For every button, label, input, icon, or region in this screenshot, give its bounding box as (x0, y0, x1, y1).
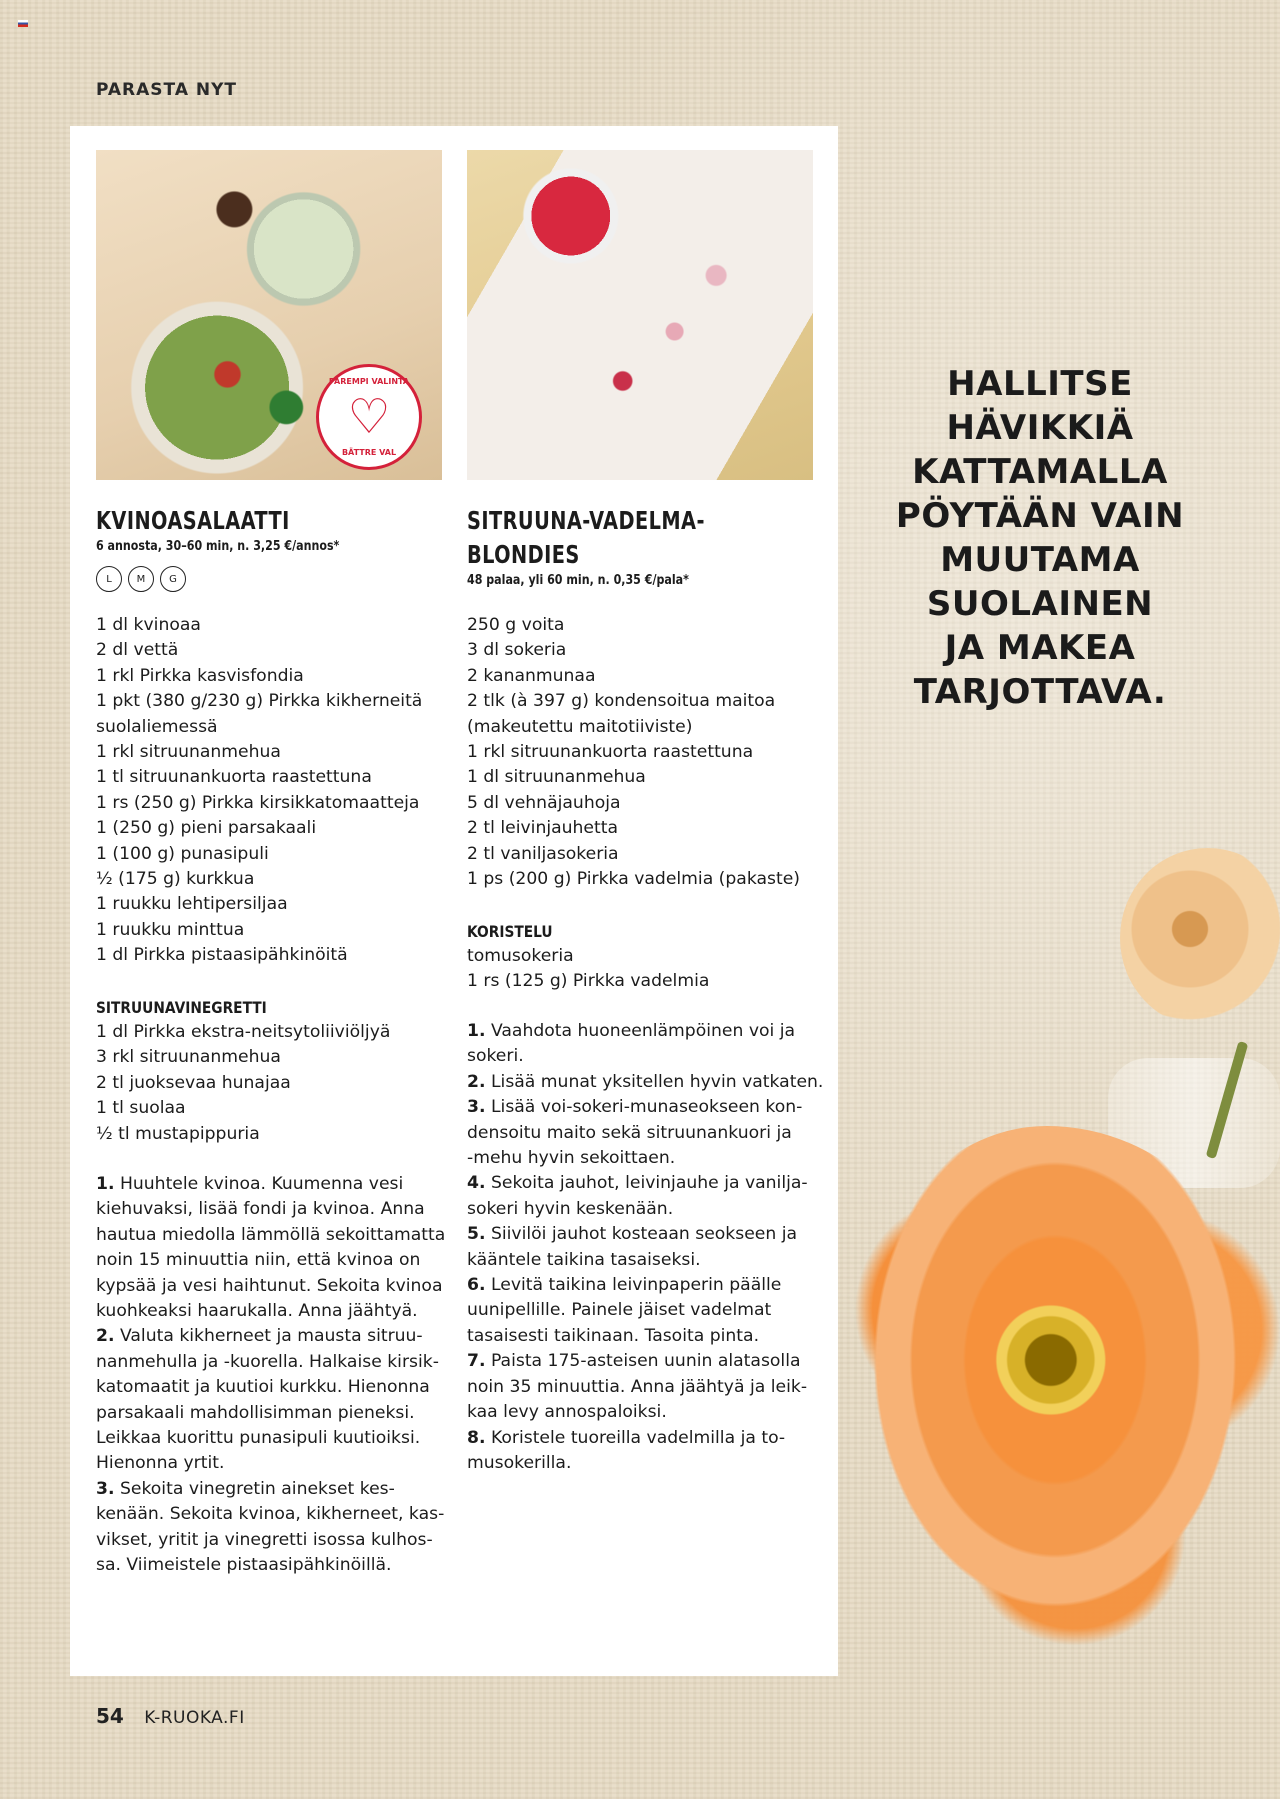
step-line: vikset, yritit ja vinegretti isossa kulhos- (96, 1529, 433, 1550)
headline-line: JA MAKEA (944, 628, 1136, 668)
step-line: kenään. Sekoita kvinoa, kikherneet, kas- (96, 1504, 445, 1525)
ingredient: 1 rkl sitruunankuorta raastettuna (467, 742, 754, 763)
ingredient: 1 ruukku minttua (96, 919, 245, 940)
recipe-title: KVINOASALAATTI (96, 506, 290, 535)
step-line: katomaatit ja kuutioi kurkku. Hienonna (96, 1377, 430, 1398)
ingredient: 1 dl sitruunanmehua (467, 767, 646, 788)
step-line: uunipellille. Painele jäiset vadelmat (467, 1300, 772, 1321)
gluten-free-icon: G (160, 566, 186, 592)
ingredient: ½ (175 g) kurkkua (96, 869, 255, 890)
step-line: noin 15 minuuttia niin, että kvinoa on (96, 1250, 421, 1271)
recipe-meta: 6 annosta, 30–60 min, n. 3,25 €/annos* (96, 538, 340, 554)
page-footer (96, 1704, 245, 1728)
ingredient: 2 tl juoksevaa hunajaa (96, 1072, 291, 1093)
blondies-photo (467, 150, 813, 480)
step-line: 1. Vaahdota huoneenlämpöinen voi ja (467, 1021, 796, 1041)
step-line: 2. Valuta kikherneet ja mausta sitruu- (96, 1326, 423, 1347)
ingredient: 250 g voita (467, 615, 565, 635)
step-line: 4. Sekoita jauhot, leivinjauhe ja vanilja- (467, 1173, 808, 1194)
ingredient: 2 tl leivinjauhetta (467, 818, 619, 839)
step-line: sokeri hyvin keskenään. (467, 1198, 674, 1219)
step-line: 2. Lisää munat yksitellen hyvin vatkaten. (467, 1071, 824, 1092)
instructions (96, 1172, 456, 1579)
headline-line: SUOLAINEN (926, 584, 1154, 624)
ingredient: 3 dl sokeria (467, 640, 567, 661)
step-line: 8. Koristele tuoreilla vadelmilla ja to- (467, 1427, 786, 1448)
decoration-list (467, 944, 827, 995)
recipe-title: BLONDIES (467, 540, 580, 569)
ingredient: 1 (100 g) punasipuli (96, 843, 269, 864)
subsection-title: KORISTELU (467, 922, 553, 941)
step-line: densoitu maito sekä sitruunankuori ja (467, 1122, 792, 1143)
page-number: 54 (96, 1704, 124, 1728)
ingredient: 2 tl vaniljasokeria (467, 843, 619, 864)
quinoa-salad-photo (96, 150, 442, 480)
ingredient-list (96, 613, 456, 969)
step-line: tasaisesti taikinaan. Tasoita pinta. (467, 1325, 760, 1346)
step-line: kiehuvaksi, lisää fondi ja kvinoa. Anna (96, 1199, 425, 1220)
step-line: Hienonna yrtit. (96, 1453, 225, 1474)
step-line: noin 35 minuuttia. Anna jäähtyä ja leik- (467, 1376, 808, 1397)
headline-line: HALLITSE (947, 364, 1133, 404)
heart-icon: ♡ (347, 389, 391, 445)
ingredient: 1 ruukku lehtipersiljaa (96, 894, 288, 915)
step-line: hautua miedolla lämmöllä sekoittamatta (96, 1224, 446, 1245)
headline (890, 362, 1190, 714)
step-line: sa. Viimeistele pistaasipähkinöillä. (96, 1555, 392, 1576)
ingredient: 1 dl kvinoaa (96, 615, 201, 635)
ingredient: (makeutettu maitotiiviste) (467, 716, 693, 737)
peach-ranunculus-image (1120, 848, 1280, 1028)
step-line: kaa levy annospaloiksi. (467, 1402, 667, 1423)
ingredient: 5 dl vehnäjauhoja (467, 792, 621, 813)
lactose-free-icon: L (96, 566, 122, 592)
diet-labels (96, 566, 186, 592)
ingredient: 2 dl vettä (96, 640, 179, 661)
ingredient: 1 tl suolaa (96, 1098, 186, 1119)
step-line: 3. Sekoita vinegretin ainekset kes- (96, 1478, 395, 1499)
headline-line: MUUTAMA (940, 540, 1140, 580)
ingredient: 1 rs (125 g) Pirkka vadelmia (467, 971, 710, 992)
recipe-card (70, 126, 838, 1676)
ingredient: 1 dl Pirkka pistaasipähkinöitä (96, 945, 348, 966)
ingredient: ½ tl mustapippuria (96, 1123, 260, 1144)
language-flag-icon[interactable] (18, 20, 28, 27)
ingredient-list (467, 613, 827, 892)
step-line: sokeri. (467, 1046, 524, 1067)
better-choice-badge-icon (316, 364, 422, 470)
step-line: Leikkaa kuorittu punasipuli kuutioiksi. (96, 1428, 421, 1449)
step-line: kuohkeaksi haarukalla. Anna jäähtyä. (96, 1301, 418, 1322)
step-line: 1. Huuhtele kvinoa. Kuumenna vesi (96, 1174, 404, 1194)
instructions (467, 1019, 827, 1476)
ingredient: 1 tl sitruunankuorta raastettuna (96, 767, 372, 788)
ingredient: 1 rkl sitruunanmehua (96, 742, 281, 763)
subsection-title: SITRUUNAVINEGRETTI (96, 998, 267, 1017)
ingredient: suolaliemessä (96, 716, 218, 737)
headline-line: HÄVIKKIÄ (946, 408, 1134, 448)
step-line: 6. Levitä taikina leivinpaperin päälle (467, 1275, 782, 1296)
section-label: PARASTA NYT (96, 80, 238, 100)
vinaigrette-list (96, 1020, 456, 1147)
recipe-meta: 48 palaa, yli 60 min, n. 0,35 €/pala* (467, 572, 689, 588)
step-line: kääntele taikina tasaiseksi. (467, 1249, 701, 1270)
recipe-title: SITRUUNA-VADELMA- (467, 506, 705, 535)
ingredient: 1 rkl Pirkka kasvisfondia (96, 665, 304, 686)
step-line: musokerilla. (467, 1452, 572, 1473)
ingredient: 1 (250 g) pieni parsakaali (96, 818, 317, 839)
ingredient: tomusokeria (467, 946, 574, 966)
step-line: nanmehulla ja -kuorella. Halkaise kirsik- (96, 1351, 439, 1372)
ingredient: 1 dl Pirkka ekstra-neitsytoliiviöljyä (96, 1022, 391, 1042)
orange-poppy-image (845, 1126, 1265, 1646)
ingredient: 1 ps (200 g) Pirkka vadelmia (pakaste) (467, 869, 800, 890)
headline-line: PÖYTÄÄN VAIN (895, 496, 1185, 536)
ingredient: 1 rs (250 g) Pirkka kirsikkatomaatteja (96, 792, 420, 813)
ingredient: 2 kananmunaa (467, 665, 596, 686)
site-link[interactable]: K-RUOKA.FI (144, 1708, 245, 1728)
ingredient: 2 tlk (à 397 g) kondensoitua maitoa (467, 691, 776, 712)
ingredient: 3 rkl sitruunanmehua (96, 1047, 281, 1068)
step-line: 5. Siivilöi jauhot kosteaan seokseen ja (467, 1224, 798, 1245)
ingredient: 1 pkt (380 g/230 g) Pirkka kikherneitä (96, 691, 423, 712)
step-line: 7. Paista 175-asteisen uunin alatasolla (467, 1351, 801, 1372)
badge-bottom-text: BÄTTRE VAL (341, 448, 397, 457)
step-line: 3. Lisää voi-sokeri-munaseokseen kon- (467, 1097, 803, 1118)
step-line: parsakaali mahdollisimman pieneksi. (96, 1402, 415, 1423)
badge-top-text: PAREMPI VALINTA (328, 377, 410, 386)
step-line: -mehu hyvin sekoittaen. (467, 1148, 676, 1169)
headline-line: KATTAMALLA (912, 452, 1168, 492)
step-line: kypsää ja vesi haihtunut. Sekoita kvinoa (96, 1275, 443, 1296)
milk-free-icon: M (128, 566, 154, 592)
headline-line: TARJOTTAVA. (913, 672, 1167, 712)
